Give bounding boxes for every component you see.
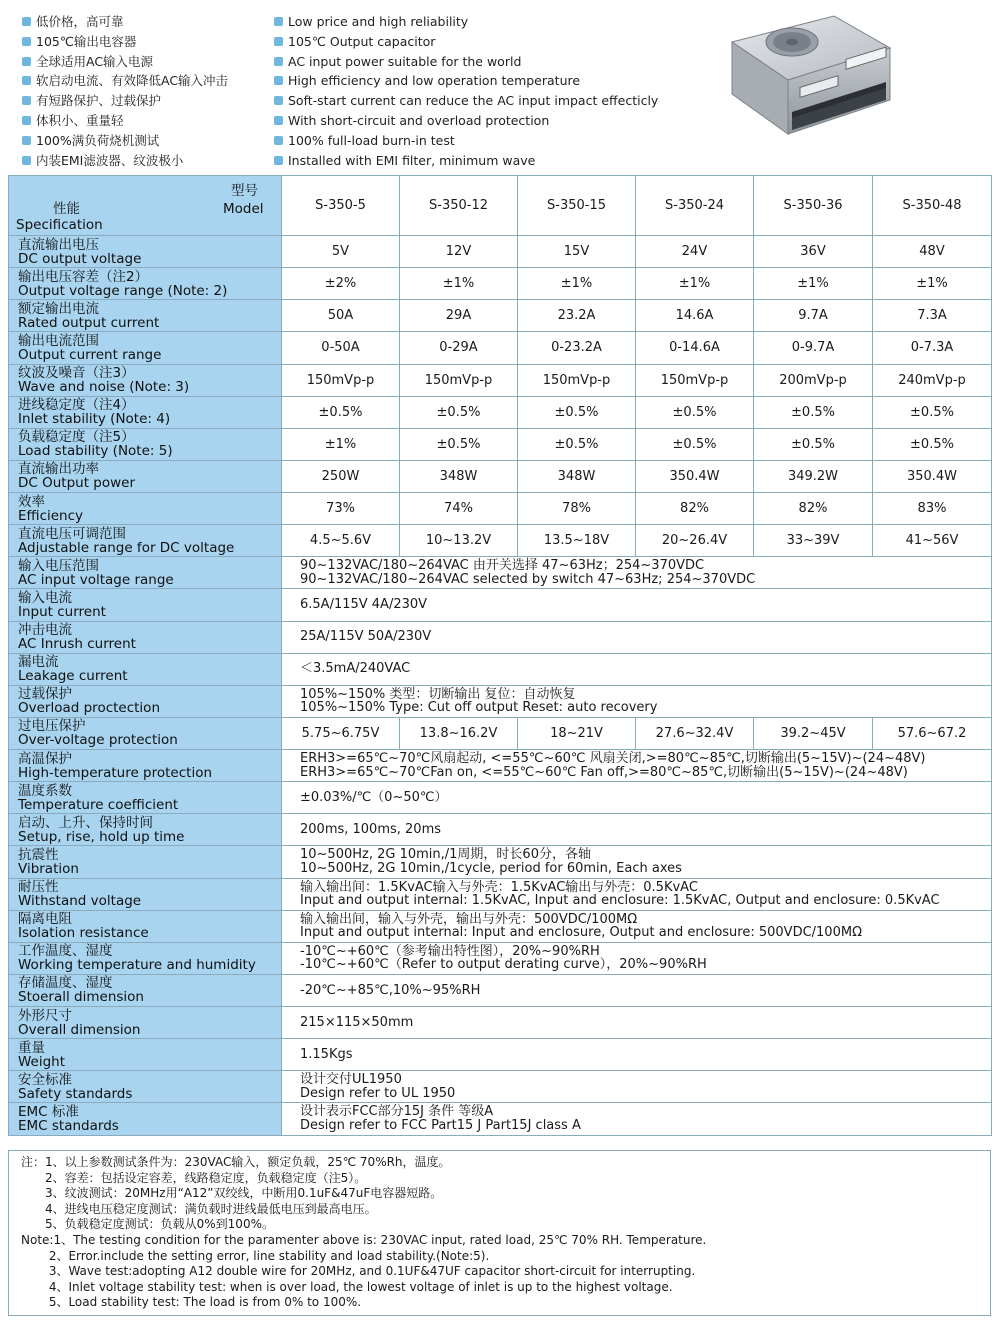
note-line: 5、Load stability test: The load is from 0% to 100%. [21,1295,362,1310]
row-label-en: Inlet stability (Note: 4) [18,411,171,428]
feature-text: Soft-start current can reduce the AC input impact effecticly [288,93,659,109]
feature-item [274,131,694,151]
value-cell: 36V [754,236,873,268]
row-label-en: DC Output power [18,475,136,492]
row-label [9,621,282,653]
feature-text: 低价格，高可靠 [36,14,124,29]
value-cell: ±0.5% [754,396,873,428]
header-label-cell [9,176,282,236]
row-label-cn: 高温保护 [18,750,72,767]
value-line: 200ms, 100ms, 20ms [300,822,442,838]
table-row [9,685,992,717]
value-cell: 0-29A [400,332,518,364]
value-cell: 82% [636,493,754,525]
value-line: 10~500Hz, 2G 10min,/1周期，时长60分，各轴 [300,847,591,863]
row-label-en: EMC standards [18,1117,119,1134]
row-label [9,782,282,814]
value-cell: 41~56V [873,525,992,557]
feature-item [22,111,272,131]
row-label-cn: 进线稳定度（注4） [18,397,135,414]
value-cell: 5.75~6.75V [282,717,400,749]
row-label-cn: 冲击电流 [18,622,72,639]
table-row [9,878,992,910]
value-cell: 83% [873,493,992,525]
value-line: 1.15Kgs [300,1046,353,1062]
value-cell: 10~13.2V [400,525,518,557]
model-header: S-350-12 [400,176,518,236]
table-row [9,653,992,685]
feature-text: 内装EMI滤波器、纹波极小 [36,152,184,168]
value-line: 6.5A/115V 4A/230V [300,597,428,613]
value-cell-wide [282,782,992,814]
model-label-cn: 型号 [231,183,258,199]
value-cell-wide [282,814,992,846]
table-row [9,493,992,525]
row-label [9,1103,282,1135]
value-cell: 150mVp-p [636,364,754,396]
bullet-icon [22,76,31,85]
row-label [9,428,282,460]
value-line: 105%~150% 类型：切断输出 复位：自动恢复 [300,686,576,702]
row-label-en: Working temperature and humidity [18,957,256,974]
row-label-cn: 安全标准 [18,1071,72,1088]
table-row [9,1103,992,1135]
value-cell: 250W [282,460,400,492]
bullet-icon [22,17,31,26]
row-label-en: Wave and noise (Note: 3) [18,379,190,396]
feature-item [22,131,272,151]
feature-list [22,12,702,172]
row-label-en: Adjustable range for DC voltage [18,539,235,556]
row-label-en: Safety standards [18,1085,133,1102]
spec-label-en: Specification [16,217,103,233]
note-line: 3、纹波测试：20MHz用“A12”双绞线，中断用0.1uF&47uF电容器短路。 [21,1186,443,1201]
table-row [9,846,992,878]
value-cell: ±1% [282,428,400,460]
row-label [9,557,282,589]
value-line: 10~500Hz, 2G 10min,/1cycle, period for 60min, Each axes [300,860,682,876]
value-cell-wide [282,750,992,782]
value-cell-wide [282,589,992,621]
note-line: 2、Error.include the setting error, line stability and load stability.(Note:5). [21,1248,490,1263]
row-label-cn: 直流输出功率 [18,461,99,478]
note-line: 5、负载稳定度测试：负载从0%到100%。 [21,1217,274,1232]
row-label-en: Input current [18,603,106,620]
row-label-en: Vibration [18,860,79,877]
bullet-icon [274,136,283,145]
feature-item [274,151,694,171]
bullet-icon [22,96,31,105]
model-header: S-350-48 [873,176,992,236]
row-label-en: Output current range [18,346,162,363]
row-label [9,750,282,782]
value-cell-wide [282,621,992,653]
value-line: Input and output internal: Input and enclosure, Output and enclosure: 500VDC/100MΩ [300,925,863,941]
row-label-cn: 外形尺寸 [18,1007,72,1024]
value-cell: 57.6~67.2 [873,717,992,749]
row-label [9,1071,282,1103]
feature-text: AC input power suitable for the world [288,53,522,69]
feature-text: High efficiency and low operation temperature [288,73,581,89]
value-line: 25A/115V 50A/230V [300,629,432,645]
note-line: 注：1、以上参数测试条件为：230VAC输入，额定负载，25℃ 70%Rh，温度。 [21,1155,451,1169]
feature-item [274,12,694,32]
table-row [9,621,992,653]
value-cell: 13.8~16.2V [400,717,518,749]
model-label-en: Model [223,201,264,217]
row-label-cn: 直流电压可调范围 [18,525,126,542]
value-cell-wide [282,1071,992,1103]
row-label [9,685,282,717]
feature-item [22,12,272,32]
value-cell-wide [282,1039,992,1071]
value-cell: 0-50A [282,332,400,364]
model-header: S-350-36 [754,176,873,236]
value-cell: 13.5~18V [518,525,636,557]
bullet-icon [22,57,31,66]
row-label-cn: 额定输出电流 [18,300,99,317]
row-label-cn: 漏电流 [18,654,59,671]
value-cell: ±0.5% [518,428,636,460]
value-cell: 15V [518,236,636,268]
value-cell: 348W [400,460,518,492]
value-cell-wide [282,974,992,1006]
feature-text: 全球适用AC输入电源 [36,53,154,69]
value-cell-wide [282,557,992,589]
table-row [9,1071,992,1103]
feature-text: 105℃输出电容器 [36,33,137,49]
row-label-en: Setup, rise, hold up time [18,828,185,845]
value-line: Design refer to UL 1950 [300,1085,456,1101]
value-line: -10℃~+60℃（Refer to output derating curve），20%~90%RH [300,957,707,973]
feature-item [22,91,272,111]
table-row [9,428,992,460]
value-cell: 33~39V [754,525,873,557]
bullet-icon [274,76,283,85]
note-line: 4、进线电压稳定度测试：满负载时进线最低电压到最高电压。 [21,1201,377,1216]
value-cell-wide [282,653,992,685]
row-label-cn: 重量 [18,1039,45,1056]
model-header: S-350-5 [282,176,400,236]
row-label-cn: 工作温度、湿度 [18,943,113,960]
value-cell: 20~26.4V [636,525,754,557]
value-cell: ±1% [636,268,754,300]
bullet-icon [22,37,31,46]
row-label-en: Overload proctection [18,700,161,717]
row-label-en: Isolation resistance [18,925,149,942]
value-line: ERH3>=65℃~70℃Fan on, <=55℃~60℃ Fan off,>=80℃~85℃,切断输出(5~15V)~(24~48V) [300,764,908,780]
model-header: S-350-15 [518,176,636,236]
model-header: S-350-24 [636,176,754,236]
bullet-icon [274,116,283,125]
row-label [9,236,282,268]
table-row [9,557,992,589]
value-cell: 18~21V [518,717,636,749]
table-row [9,460,992,492]
row-label-en: High-temperature protection [18,764,213,781]
value-line: 设计交付UL1950 [300,1072,402,1088]
value-cell: 150mVp-p [518,364,636,396]
value-cell: 82% [754,493,873,525]
table-row [9,236,992,268]
row-label [9,300,282,332]
notes-section [8,1150,991,1316]
feature-text: 有短路保护、过载保护 [36,93,162,109]
value-cell: ±1% [400,268,518,300]
value-line: 设计表示FCC部分15J 条件 等级A [300,1104,494,1120]
row-label [9,653,282,685]
value-cell-wide [282,878,992,910]
row-label [9,1039,282,1071]
row-label-en: Withstand voltage [18,893,142,910]
feature-text: 软启动电流、有效降低AC输入冲击 [36,73,229,89]
value-line: -20℃~+85℃,10%~95%RH [300,982,481,998]
feature-text: 105℃ Output capacitor [288,33,436,49]
value-cell: ±0.5% [400,396,518,428]
value-cell: ±0.5% [400,428,518,460]
row-label-cn: 抗震性 [18,846,59,863]
value-cell-wide [282,1007,992,1039]
bullet-icon [274,17,283,26]
value-line: ＜3.5mA/240VAC [300,661,411,677]
table-row [9,268,992,300]
row-label-cn: 纹波及噪音（注3） [18,365,135,382]
value-line: ±0.03%/℃（0~50℃） [300,789,448,805]
value-cell: 0-14.6A [636,332,754,364]
table-row [9,589,992,621]
note-line: Note:1、The testing condition for the paramenter above is: 230VAC input, rated load, 25℃ 70% RH. Temperature. [21,1232,707,1247]
row-label [9,846,282,878]
feature-list-english [274,12,694,170]
value-cell: 14.6A [636,300,754,332]
table-row [9,717,992,749]
row-label-en: Temperature coefficient [18,796,179,813]
feature-text: Low price and high reliability [288,14,469,29]
value-cell: 200mVp-p [754,364,873,396]
row-label-en: Stoerall dimension [18,989,144,1006]
bullet-icon [22,116,31,125]
value-cell: 74% [400,493,518,525]
row-label-en: Over-voltage protection [18,732,178,749]
value-cell: ±1% [754,268,873,300]
row-label-cn: 耐压性 [18,879,59,896]
value-cell: ±0.5% [636,396,754,428]
row-label [9,814,282,846]
row-label-en: Overall dimension [18,1021,141,1038]
table-row [9,814,992,846]
row-label [9,493,282,525]
row-label [9,717,282,749]
row-label-en: Efficiency [18,507,84,524]
value-cell: 7.3A [873,300,992,332]
row-label [9,878,282,910]
value-cell: 348W [518,460,636,492]
value-cell: 0-9.7A [754,332,873,364]
value-cell: 240mVp-p [873,364,992,396]
table-header-row [9,176,992,236]
row-label-cn: 温度系数 [18,782,72,799]
value-cell: 50A [282,300,400,332]
value-cell: ±0.5% [873,396,992,428]
note-line: 4、Inlet voltage stability test: when is over load, the lowest voltage of inlet is up to the highest voltage. [21,1279,673,1294]
value-cell: 5V [282,236,400,268]
table-row [9,782,992,814]
row-label [9,332,282,364]
product-image [726,8,894,150]
row-label-cn: 输入电流 [18,589,72,606]
row-label-en: Leakage current [18,668,128,685]
table-row [9,525,992,557]
value-line: 90~132VAC/180~264VAC selected by switch 47~63Hz; 254~370VDC [300,571,756,587]
spec-table [8,175,992,1136]
value-line: 105%~150% Type: Cut off output Reset: auto recovery [300,700,658,716]
value-line: Input and output internal: 1.5KvAC, Input and enclosure: 1.5KvAC, Output and enclosure: 0.5KvAC [300,893,940,909]
value-cell: 4.5~5.6V [282,525,400,557]
value-line: Design refer to FCC Part15 J Part15J class A [300,1117,581,1133]
value-cell: 73% [282,493,400,525]
note-line: 3、Wave test:adopting A12 double wire for 20MHz, and 0.1UF&47UF capacitor short-circuit for interrupting. [21,1264,696,1279]
row-label [9,525,282,557]
value-cell-wide [282,685,992,717]
row-label-en: DC output voltage [18,250,142,267]
value-line: 输入输出间：1.5KvAC输入与外壳：1.5KvAC输出与外壳：0.5KvAC [300,879,698,895]
value-cell: ±1% [518,268,636,300]
row-label [9,1007,282,1039]
value-cell: 29A [400,300,518,332]
row-label-cn: 存储温度、湿度 [18,975,113,992]
value-cell: 48V [873,236,992,268]
value-cell: 27.6~32.4V [636,717,754,749]
feature-text: Installed with EMI filter, minimum wave [288,152,536,168]
value-cell: ±0.5% [282,396,400,428]
row-label-cn: 输出电压容差（注2） [18,268,149,285]
row-label-cn: 负载稳定度（注5） [18,429,135,446]
value-line: 215×115×50mm [300,1014,414,1030]
row-label-cn: 启动、上升、保持时间 [18,814,153,831]
row-label [9,364,282,396]
note-line: 2、容差：包括设定容差，线路稳定度，负载稳定度（注5）。 [21,1170,367,1185]
feature-item [274,91,694,111]
value-cell: 23.2A [518,300,636,332]
row-label-en: Output voltage range (Note: 2) [18,282,228,299]
row-label-cn: 输出电流范围 [18,332,99,349]
bullet-icon [274,37,283,46]
feature-item [22,151,272,171]
value-cell-wide [282,910,992,942]
feature-item [274,71,694,91]
row-label [9,589,282,621]
value-cell: ±0.5% [636,428,754,460]
value-cell: 150mVp-p [282,364,400,396]
row-label-cn: 输入电压范围 [18,557,99,574]
value-cell: ±2% [282,268,400,300]
spec-label-cn: 性能 [53,201,80,217]
table-row [9,364,992,396]
feature-text: 100% full-load burn-in test [288,132,455,148]
feature-item [22,71,272,91]
row-label-cn: 效率 [18,493,45,510]
row-label-en: Weight [18,1053,66,1070]
feature-text: With short-circuit and overload protection [288,112,550,128]
feature-item [22,32,272,52]
bullet-icon [274,156,283,165]
table-row [9,1007,992,1039]
value-cell: 78% [518,493,636,525]
feature-item [274,52,694,72]
bullet-icon [274,96,283,105]
table-row [9,910,992,942]
feature-item [22,52,272,72]
row-label-en: Rated output current [18,314,160,331]
value-line: ERH3>=65℃~70℃风扇起动, <=55℃~60℃ 风扇关闭,>=80℃~85℃,切断输出(5~15V)~(24~48V) [300,751,926,767]
row-label-en: AC Inrush current [18,636,136,653]
feature-list-chinese [22,12,272,170]
value-cell: 0-23.2A [518,332,636,364]
bullet-icon [22,136,31,145]
table-row [9,750,992,782]
row-label [9,268,282,300]
table-row [9,332,992,364]
value-line: -10℃~+60℃（参考输出特性图），20%~90%RH [300,943,600,959]
row-label [9,396,282,428]
feature-item [274,111,694,131]
feature-text: 100%满负荷烧机测试 [36,132,160,148]
feature-item [274,32,694,52]
row-label-en: AC input voltage range [18,571,174,588]
value-cell: 39.2~45V [754,717,873,749]
value-cell: 150mVp-p [400,364,518,396]
row-label [9,974,282,1006]
value-line: 90~132VAC/180~264VAC 由开关选择 47~63Hz；254~370VDC [300,558,705,574]
row-label [9,460,282,492]
value-cell-wide [282,846,992,878]
row-label-cn: 隔离电阻 [18,911,72,928]
bullet-icon [274,57,283,66]
value-cell: 24V [636,236,754,268]
value-cell: ±0.5% [873,428,992,460]
row-label-en: Load stability (Note: 5) [18,443,173,460]
value-line: 输入输出间，输入与外壳，输出与外壳：500VDC/100MΩ [300,911,638,927]
value-cell: 0-7.3A [873,332,992,364]
bullet-icon [22,156,31,165]
power-supply-illustration [726,8,894,150]
value-cell: ±1% [873,268,992,300]
table-row [9,396,992,428]
row-label-cn: 过电压保护 [18,718,86,735]
value-cell: ±0.5% [518,396,636,428]
table-row [9,974,992,1006]
value-cell: 350.4W [873,460,992,492]
table-row [9,942,992,974]
feature-text: 体积小、重量轻 [36,112,124,128]
table-row [9,1039,992,1071]
value-cell: ±0.5% [754,428,873,460]
row-label [9,942,282,974]
row-label-cn: EMC 标准 [18,1103,79,1120]
row-label-cn: 过载保护 [18,686,72,703]
value-cell-wide [282,942,992,974]
value-cell: 9.7A [754,300,873,332]
table-row [9,300,992,332]
value-cell: 349.2W [754,460,873,492]
value-cell-wide [282,1103,992,1135]
value-cell: 350.4W [636,460,754,492]
row-label [9,910,282,942]
row-label-cn: 直流输出电压 [18,236,99,253]
value-cell: 12V [400,236,518,268]
